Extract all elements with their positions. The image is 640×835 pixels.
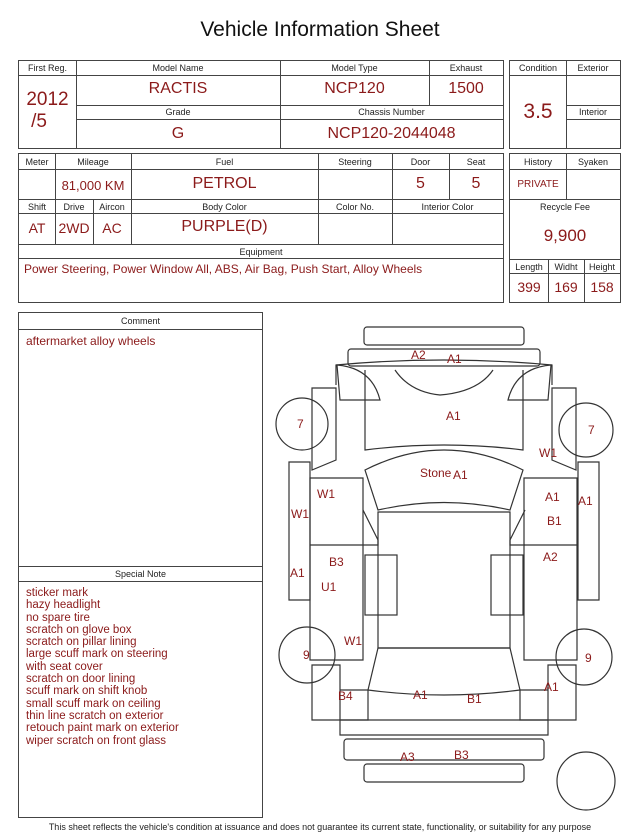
history-value: PRIVATE xyxy=(517,179,559,190)
shift-label: Shift xyxy=(27,202,46,212)
sheet-title: Vehicle Information Sheet xyxy=(200,18,440,41)
mark-left-rear: B4 xyxy=(338,689,353,703)
model-info-box xyxy=(18,60,504,149)
condition-grade: 3.5 xyxy=(523,100,553,123)
special-note-item: scratch on pillar lining xyxy=(26,636,137,649)
mark-left-side: W1 xyxy=(291,507,309,521)
mark-rear-bumper-a: A3 xyxy=(400,750,415,764)
special-note-item: small scuff mark on ceiling xyxy=(26,697,161,710)
history-box xyxy=(509,153,621,303)
tire-rr-depth: 9 xyxy=(585,651,592,665)
recycle-fee-value: 9,900 xyxy=(543,226,587,245)
height-value: 158 xyxy=(590,279,614,295)
seat-value: 5 xyxy=(471,175,481,192)
mark-hood-front: A1 xyxy=(447,352,462,366)
width-label: Widht xyxy=(554,262,578,272)
mileage-label: Mileage xyxy=(77,157,109,167)
spare-tire xyxy=(557,752,615,810)
chassis-label: Chassis Number xyxy=(358,107,425,117)
exterior-label: Exterior xyxy=(577,63,609,73)
interior-label: Interior xyxy=(578,107,607,117)
mark-front-bumper: A2 xyxy=(411,348,426,362)
special-note-list xyxy=(26,587,258,747)
comment-text: aftermarket alloy wheels xyxy=(26,334,156,348)
special-note-item: no spare tire xyxy=(26,611,90,624)
mark-rear-glass-a: A1 xyxy=(413,688,428,702)
color-no-label: Color No. xyxy=(335,202,374,212)
drive-value: 2WD xyxy=(58,220,90,236)
special-note-item: wiper scratch on front glass xyxy=(26,734,166,747)
model-type-value: NCP120 xyxy=(324,80,385,97)
body-color-value: PURPLE(D) xyxy=(181,218,268,235)
first-reg-year: 2012 xyxy=(26,89,69,110)
body-color-label: Body Color xyxy=(202,202,247,212)
first-reg-month: /5 xyxy=(31,111,47,132)
mark-front-door-right-a: A1 xyxy=(545,490,560,504)
exhaust-value: 1500 xyxy=(448,80,484,97)
comment-label: Comment xyxy=(120,316,160,326)
steering-label: Steering xyxy=(338,157,372,167)
tire-rear-right xyxy=(556,629,612,685)
mark-windshield-a: A1 xyxy=(453,468,468,482)
mark-rear-door-right: A2 xyxy=(543,550,558,564)
model-name-label: Model Name xyxy=(152,63,204,73)
equipment-label: Equipment xyxy=(239,247,283,257)
car-outline xyxy=(276,327,615,810)
aircon-label: Aircon xyxy=(99,202,125,212)
length-value: 399 xyxy=(517,279,541,295)
disclaimer-footer: This sheet reflects the vehicle's condition at issuance and does not guarantee its current state, functionality, or suitability for any purpose xyxy=(48,822,592,832)
special-note-item: scratch on door lining xyxy=(26,673,136,686)
meter-label: Meter xyxy=(25,157,49,167)
special-note-item: sticker mark xyxy=(26,587,88,599)
condition-label: Condition xyxy=(518,63,558,73)
grade-value: G xyxy=(171,125,185,142)
mark-right-edge: A1 xyxy=(578,494,593,508)
mark-fender-right: W1 xyxy=(539,446,557,460)
special-note-item: large scuff mark on steering xyxy=(26,648,168,661)
recycle-fee-label: Recycle Fee xyxy=(539,202,591,212)
drive-label: Drive xyxy=(63,202,85,212)
mark-windshield: Stone xyxy=(420,466,452,480)
special-note-item: retouch paint mark on exterior xyxy=(26,722,179,735)
mark-right-rear: A1 xyxy=(544,680,559,694)
mark-rear-door-left-b: B3 xyxy=(329,555,344,569)
tire-fl-depth: 7 xyxy=(297,417,304,431)
mark-fender-left: W1 xyxy=(317,487,335,501)
special-note-item: hazy headlight xyxy=(26,599,101,612)
syaken-label: Syaken xyxy=(577,157,609,167)
exhaust-label: Exhaust xyxy=(449,63,483,73)
length-label: Length xyxy=(515,262,543,272)
grade-label: Grade xyxy=(165,107,191,117)
aircon-value: AC xyxy=(102,220,122,236)
special-note-item: scuff mark on shift knob xyxy=(26,685,148,698)
fuel-label: Fuel xyxy=(215,157,234,167)
special-note-item: with seat cover xyxy=(26,660,103,673)
condition-box xyxy=(509,60,621,149)
seat-label: Seat xyxy=(466,157,486,167)
tire-front-right xyxy=(559,403,613,457)
tire-fr-depth: 7 xyxy=(588,423,595,437)
special-note-item: thin line scratch on exterior xyxy=(26,709,164,722)
shift-value: AT xyxy=(28,220,46,236)
car-damage-diagram xyxy=(265,318,635,818)
history-label: History xyxy=(523,157,552,167)
interior-color-label: Interior Color xyxy=(421,202,474,212)
special-note-item: scratch on glove box xyxy=(26,623,132,636)
mark-front-door-right-b: B1 xyxy=(547,514,562,528)
height-label: Height xyxy=(588,262,615,272)
door-label: Door xyxy=(410,157,431,167)
mark-left-quarter: W1 xyxy=(344,634,362,648)
fuel-value: PETROL xyxy=(192,175,257,192)
mark-rear-bumper-b: B3 xyxy=(454,748,469,762)
mileage-value: 81,000 KM xyxy=(61,178,125,193)
special-note-label: Special Note xyxy=(114,569,167,579)
tire-rl-depth: 9 xyxy=(303,648,310,662)
mark-hood: A1 xyxy=(446,409,461,423)
mark-rear-door-left-u: U1 xyxy=(321,580,337,594)
mark-rear-glass-b: B1 xyxy=(467,692,482,706)
first-reg-label: First Reg. xyxy=(27,63,67,73)
model-name-value: RACTIS xyxy=(148,80,208,97)
mark-left-edge: A1 xyxy=(290,566,305,580)
chassis-value: NCP120-2044048 xyxy=(327,125,456,142)
width-value: 169 xyxy=(554,279,578,295)
model-type-label: Model Type xyxy=(331,63,378,73)
equipment-value: Power Steering, Power Window All, ABS, Air Bag, Push Start, Alloy Wheels xyxy=(24,262,423,276)
specs-box xyxy=(18,153,504,303)
door-value: 5 xyxy=(416,175,425,192)
comment-box xyxy=(18,312,263,818)
